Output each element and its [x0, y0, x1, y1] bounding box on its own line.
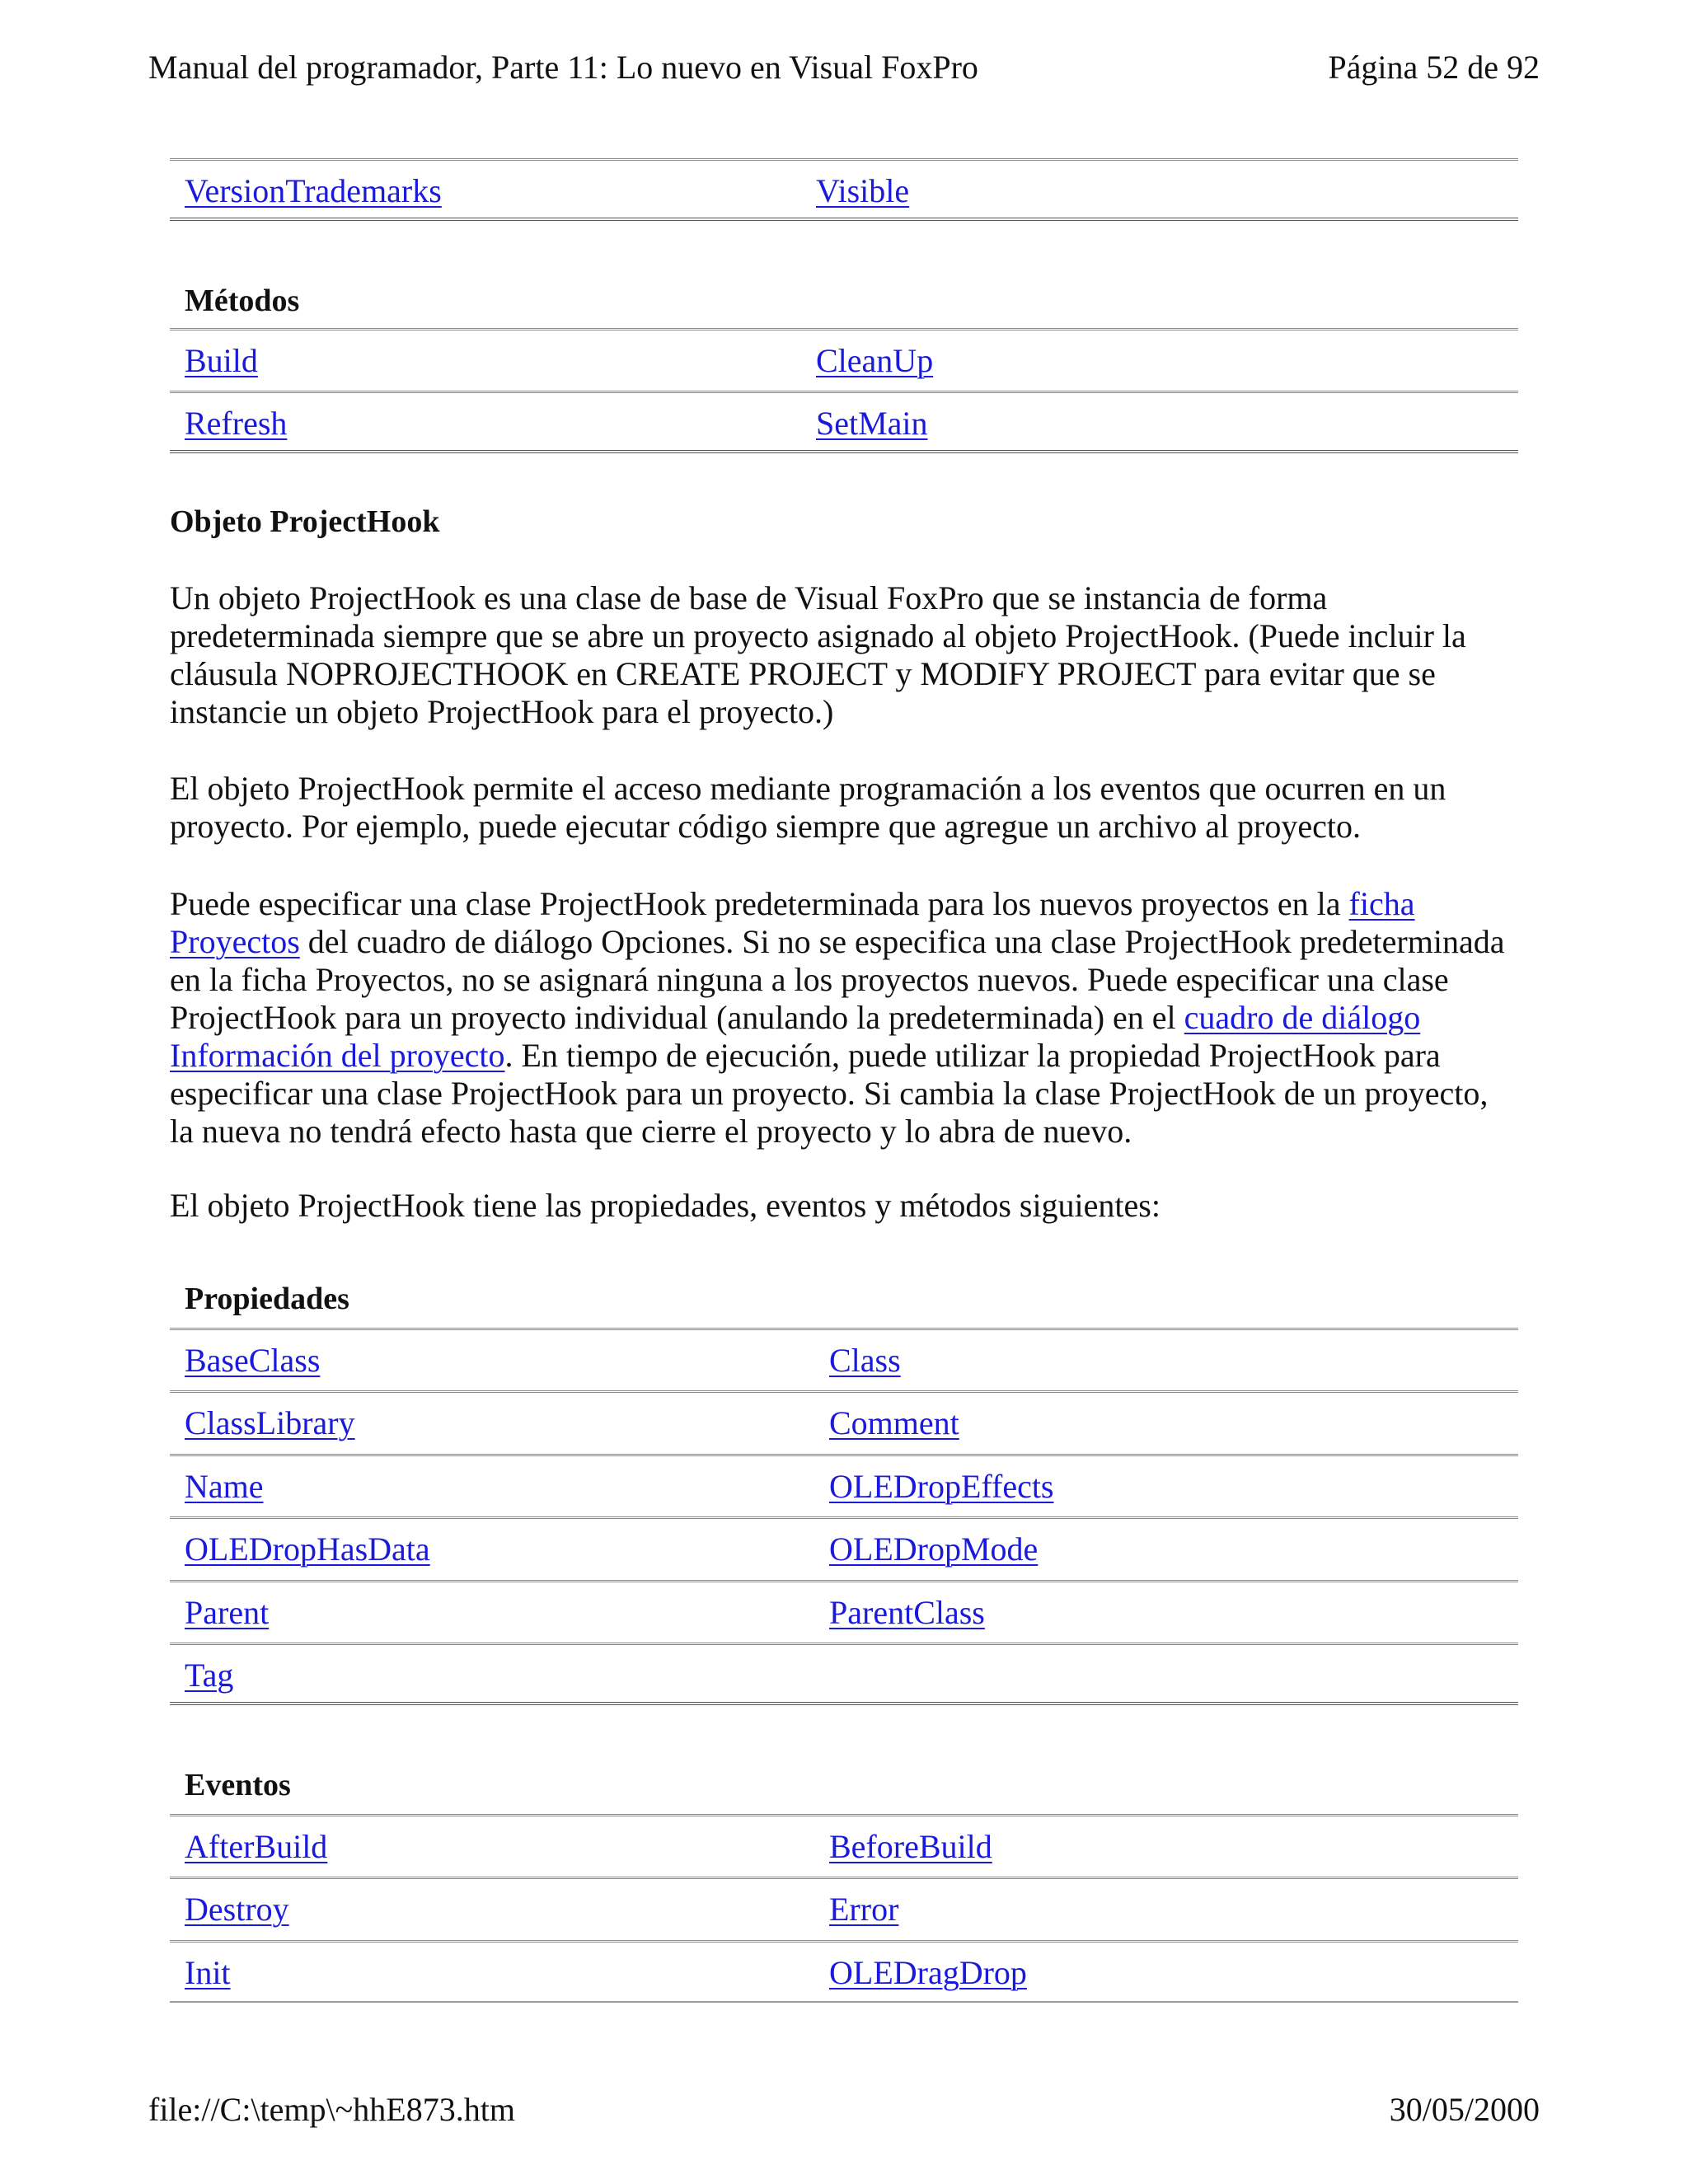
link-destroy[interactable]: Destroy	[185, 1891, 289, 1928]
table-row	[170, 1516, 1518, 1579]
link-refresh[interactable]: Refresh	[185, 405, 288, 442]
link-comment[interactable]: Comment	[829, 1404, 959, 1441]
link-oledrophasdata[interactable]: OLEDropHasData	[185, 1530, 430, 1568]
link-ficha-proyectos-cont[interactable]: Proyectos	[170, 923, 300, 960]
link-ficha-proyectos[interactable]: ficha	[1348, 885, 1415, 922]
table-row	[170, 391, 1518, 453]
page-number: Página 52 de 92	[1328, 49, 1540, 86]
table-row	[170, 328, 1518, 391]
link-init[interactable]: Init	[185, 1954, 231, 1991]
link-afterbuild[interactable]: AfterBuild	[185, 1828, 328, 1865]
link-parent[interactable]: Parent	[185, 1594, 270, 1631]
metodos-heading: Métodos	[185, 284, 300, 318]
propiedades-heading: Propiedades	[185, 1282, 349, 1316]
link-classlibrary[interactable]: ClassLibrary	[185, 1404, 355, 1441]
paragraph-line: instancie un objeto ProjectHook para el proyecto.)	[170, 693, 834, 730]
table-row	[170, 1814, 1518, 1877]
link-beforebuild[interactable]: BeforeBuild	[829, 1828, 992, 1865]
paragraph-line: la nueva no tendrá efecto hasta que cierre el proyecto y lo abra de nuevo.	[170, 1113, 1132, 1150]
paragraph-line	[170, 885, 1538, 923]
paragraph-line: cláusula NOPROJECTHOOK en CREATE PROJECT y MODIFY PROJECT para evitar que se	[170, 655, 1436, 692]
paragraph-line: predeterminada siempre que se abre un proyecto asignado al objeto ProjectHook. (Puede incluir la	[170, 617, 1466, 654]
paragraph-line	[170, 999, 1538, 1037]
paragraph-intro	[170, 579, 1538, 731]
section-title: Objeto ProjectHook	[170, 504, 440, 539]
link-cleanup[interactable]: CleanUp	[816, 342, 934, 379]
paragraph-line: especificar una clase ProjectHook para un proyecto. Si cambia la clase ProjectHook de un proyecto,	[170, 1075, 1489, 1112]
paragraph-members-intro	[170, 1187, 1538, 1225]
table-row	[170, 1454, 1518, 1516]
table-row	[170, 1390, 1518, 1453]
link-baseclass[interactable]: BaseClass	[185, 1342, 321, 1379]
link-error[interactable]: Error	[829, 1891, 899, 1928]
file-path: file://C:\temp\~hhE873.htm	[148, 2091, 515, 2128]
table-row	[170, 158, 1518, 221]
link-cuadro-dialogo-info[interactable]: cuadro de diálogo	[1184, 999, 1421, 1036]
link-class[interactable]: Class	[829, 1342, 901, 1379]
table-row	[170, 1328, 1518, 1390]
link-oledropeffects[interactable]: OLEDropEffects	[829, 1468, 1054, 1505]
link-parentclass[interactable]: ParentClass	[829, 1594, 985, 1631]
print-date: 30/05/2000	[1389, 2091, 1540, 2128]
document-title: Manual del programador, Parte 11: Lo nuevo en Visual FoxPro	[148, 49, 978, 86]
table-row	[170, 1643, 1518, 1705]
link-name[interactable]: Name	[185, 1468, 264, 1505]
paragraph-events	[170, 770, 1538, 846]
link-versiontrademarks[interactable]: VersionTrademarks	[185, 172, 442, 209]
paragraph-text: Puede especificar una clase ProjectHook predeterminada para los nuevos proyectos en la	[170, 885, 1349, 922]
paragraph-line	[170, 1037, 1538, 1075]
link-cuadro-dialogo-info-cont[interactable]: Información del proyecto	[170, 1037, 505, 1074]
table-row	[170, 1580, 1518, 1643]
table-row	[170, 1877, 1518, 1939]
paragraph-default-class	[170, 885, 1538, 1151]
paragraph-line: Un objeto ProjectHook es una clase de base de Visual FoxPro que se instancia de forma	[170, 579, 1328, 616]
paragraph-line: El objeto ProjectHook permite el acceso mediante programación a los eventos que ocurren en un	[170, 770, 1447, 807]
paragraph-line: en la ficha Proyectos, no se asignará ninguna a los proyectos nuevos. Puede especificar una clase	[170, 961, 1449, 998]
paragraph-line: proyecto. Por ejemplo, puede ejecutar código siempre que agregue un archivo al proyecto.	[170, 808, 1361, 845]
link-tag[interactable]: Tag	[185, 1657, 234, 1694]
paragraph-line: El objeto ProjectHook tiene las propiedades, eventos y métodos siguientes:	[170, 1187, 1160, 1224]
link-oledropmode[interactable]: OLEDropMode	[829, 1530, 1039, 1568]
link-oledragdrop[interactable]: OLEDragDrop	[829, 1954, 1027, 1991]
eventos-heading: Eventos	[185, 1768, 291, 1802]
paragraph-text: . En tiempo de ejecución, puede utilizar la propiedad ProjectHook para	[504, 1037, 1441, 1074]
paragraph-line	[170, 923, 1538, 961]
link-visible[interactable]: Visible	[816, 172, 910, 209]
link-setmain[interactable]: SetMain	[816, 405, 928, 442]
link-build[interactable]: Build	[185, 342, 258, 379]
table-row	[170, 1940, 1518, 2003]
paragraph-text: ProjectHook para un proyecto individual (anulando la predeterminada) en el	[170, 999, 1184, 1036]
paragraph-text: del cuadro de diálogo Opciones. Si no se especifica una clase ProjectHook predeterminada	[299, 923, 1505, 960]
